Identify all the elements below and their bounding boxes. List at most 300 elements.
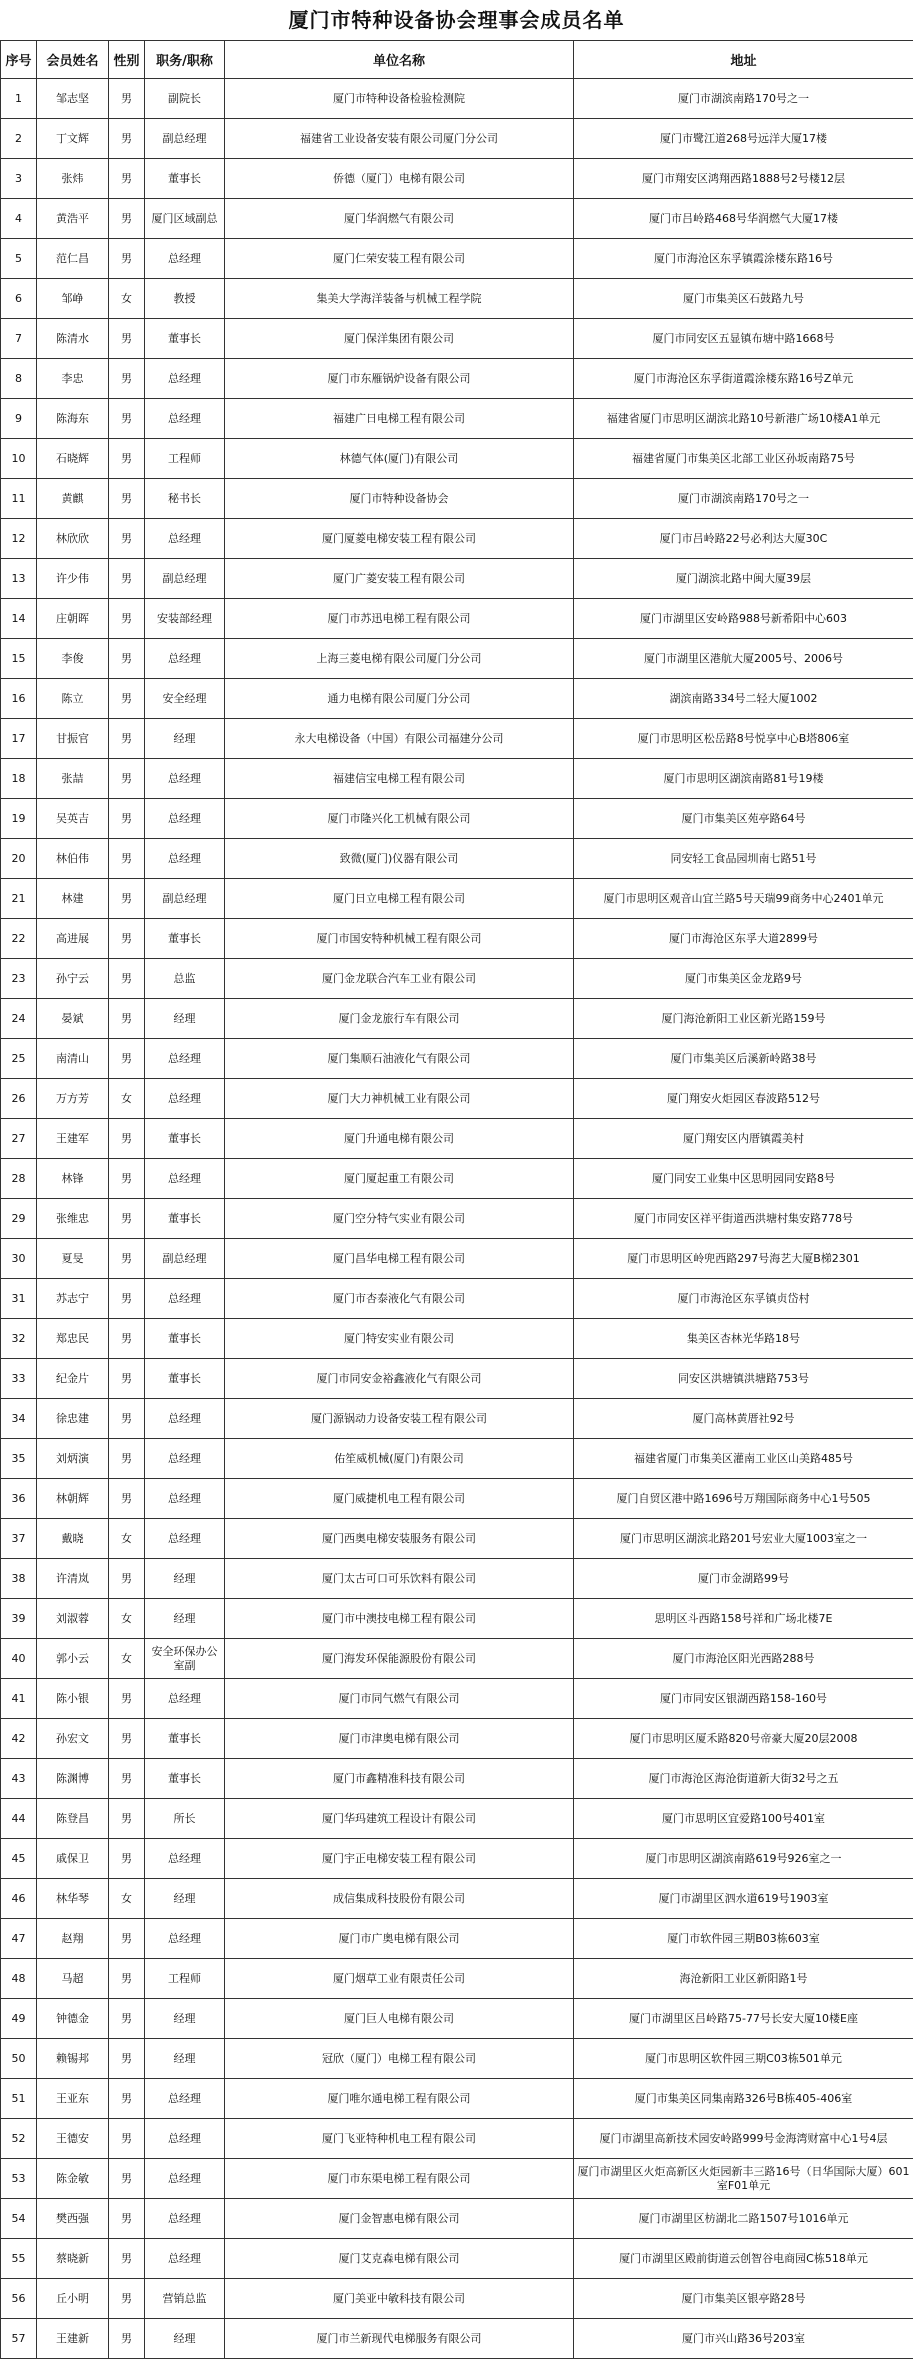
cell-gender: 男 — [109, 959, 145, 999]
cell-company: 厦门保洋集团有限公司 — [225, 319, 574, 359]
cell-seq: 53 — [1, 2159, 37, 2199]
table-row — [1, 1399, 913, 1439]
table-row — [1, 1319, 913, 1359]
cell-gender: 男 — [109, 159, 145, 199]
cell-address: 集美区杏林光华路18号 — [574, 1319, 913, 1359]
table-row — [1, 1279, 913, 1319]
table-row — [1, 2199, 913, 2239]
cell-gender: 男 — [109, 2079, 145, 2119]
cell-seq: 54 — [1, 2199, 37, 2239]
cell-gender: 男 — [109, 1919, 145, 1959]
cell-position: 总经理 — [145, 759, 225, 799]
cell-company: 厦门巨人电梯有限公司 — [225, 1999, 574, 2039]
cell-gender: 女 — [109, 1879, 145, 1919]
cell-address: 厦门市湖里区吕岭路75-77号长安大厦10楼E座 — [574, 1999, 913, 2039]
cell-name: 樊西强 — [37, 2199, 109, 2239]
header-address: 地址 — [574, 41, 913, 79]
cell-company: 厦门特安实业有限公司 — [225, 1319, 574, 1359]
cell-name: 邹志坚 — [37, 79, 109, 119]
cell-address: 厦门市吕岭路22号必利达大厦30C — [574, 519, 913, 559]
cell-position: 经理 — [145, 2319, 225, 2359]
cell-address: 厦门市同安区祥平街道西洪塘村集安路778号 — [574, 1199, 913, 1239]
cell-gender: 男 — [109, 799, 145, 839]
table-row — [1, 479, 913, 519]
cell-address: 厦门市思明区岭兜西路297号海艺大厦B梯2301 — [574, 1239, 913, 1279]
cell-position: 总经理 — [145, 639, 225, 679]
table-row — [1, 439, 913, 479]
cell-gender: 男 — [109, 1199, 145, 1239]
table-row — [1, 1959, 913, 1999]
cell-address: 厦门市软件园三期B03栋603室 — [574, 1919, 913, 1959]
cell-gender: 男 — [109, 1799, 145, 1839]
cell-name: 黄浩平 — [37, 199, 109, 239]
cell-position: 经理 — [145, 719, 225, 759]
cell-company: 厦门市兰新现代电梯服务有限公司 — [225, 2319, 574, 2359]
cell-seq: 51 — [1, 2079, 37, 2119]
cell-name: 张维忠 — [37, 1199, 109, 1239]
cell-name: 林锋 — [37, 1159, 109, 1199]
cell-company: 厦门空分特气实业有限公司 — [225, 1199, 574, 1239]
cell-name: 钟德金 — [37, 1999, 109, 2039]
cell-company: 上海三菱电梯有限公司厦门分公司 — [225, 639, 574, 679]
cell-position: 副院长 — [145, 79, 225, 119]
table-row — [1, 359, 913, 399]
cell-seq: 37 — [1, 1519, 37, 1559]
table-row — [1, 639, 913, 679]
cell-position: 副总经理 — [145, 559, 225, 599]
cell-address: 厦门市集美区苑亭路64号 — [574, 799, 913, 839]
cell-position: 董事长 — [145, 1119, 225, 1159]
cell-seq: 13 — [1, 559, 37, 599]
cell-seq: 49 — [1, 1999, 37, 2039]
cell-company: 永大电梯设备（中国）有限公司福建分公司 — [225, 719, 574, 759]
table-row — [1, 1639, 913, 1679]
cell-position: 总经理 — [145, 2159, 225, 2199]
cell-address: 厦门市海沧区海沧街道新大街32号之五 — [574, 1759, 913, 1799]
cell-name: 张炜 — [37, 159, 109, 199]
cell-company: 厦门美亚中敏科技有限公司 — [225, 2279, 574, 2319]
cell-address: 厦门市金湖路99号 — [574, 1559, 913, 1599]
cell-address: 福建省厦门市集美区灌南工业区山美路485号 — [574, 1439, 913, 1479]
cell-address: 厦门海沧新阳工业区新光路159号 — [574, 999, 913, 1039]
table-row — [1, 919, 913, 959]
cell-name: 刘淑蓉 — [37, 1599, 109, 1639]
cell-position: 董事长 — [145, 1719, 225, 1759]
cell-seq: 33 — [1, 1359, 37, 1399]
cell-gender: 男 — [109, 399, 145, 439]
header-gender: 性别 — [109, 41, 145, 79]
cell-gender: 男 — [109, 319, 145, 359]
table-row — [1, 239, 913, 279]
cell-name: 戴晓 — [37, 1519, 109, 1559]
table-row — [1, 279, 913, 319]
cell-address: 厦门市湖里区火炬高新区火炬园新丰三路16号（日华国际大厦）601室F01单元 — [574, 2159, 913, 2199]
cell-gender: 男 — [109, 1319, 145, 1359]
cell-company: 厦门集顺石油液化气有限公司 — [225, 1039, 574, 1079]
document-title: 厦门市特种设备协会理事会成员名单 — [288, 8, 625, 32]
cell-position: 经理 — [145, 1879, 225, 1919]
cell-name: 石晓辉 — [37, 439, 109, 479]
cell-gender: 男 — [109, 2239, 145, 2279]
table-row — [1, 79, 913, 119]
table-row — [1, 519, 913, 559]
cell-seq: 52 — [1, 2119, 37, 2159]
cell-company: 厦门仁荣安装工程有限公司 — [225, 239, 574, 279]
cell-address: 同安轻工食品园圳南七路51号 — [574, 839, 913, 879]
cell-name: 孙宏文 — [37, 1719, 109, 1759]
cell-name: 万方芳 — [37, 1079, 109, 1119]
table-row — [1, 2239, 913, 2279]
cell-position: 副总经理 — [145, 119, 225, 159]
cell-company: 厦门太古可口可乐饮料有限公司 — [225, 1559, 574, 1599]
header-position: 职务/职称 — [145, 41, 225, 79]
cell-company: 厦门飞亚特种机电工程有限公司 — [225, 2119, 574, 2159]
cell-company: 厦门华润燃气有限公司 — [225, 199, 574, 239]
cell-name: 王亚东 — [37, 2079, 109, 2119]
table-row — [1, 1359, 913, 1399]
table-row — [1, 679, 913, 719]
cell-gender: 男 — [109, 2159, 145, 2199]
cell-gender: 男 — [109, 639, 145, 679]
cell-position: 副总经理 — [145, 1239, 225, 1279]
cell-name: 郭小云 — [37, 1639, 109, 1679]
cell-position: 秘书长 — [145, 479, 225, 519]
cell-company: 厦门升通电梯有限公司 — [225, 1119, 574, 1159]
cell-company: 厦门市特种设备检验检测院 — [225, 79, 574, 119]
cell-company: 成信集成科技股份有限公司 — [225, 1879, 574, 1919]
cell-seq: 31 — [1, 1279, 37, 1319]
cell-seq: 16 — [1, 679, 37, 719]
table-row — [1, 1559, 913, 1599]
cell-gender: 男 — [109, 1039, 145, 1079]
cell-seq: 14 — [1, 599, 37, 639]
cell-gender: 男 — [109, 839, 145, 879]
cell-position: 总经理 — [145, 2199, 225, 2239]
cell-name: 蔡晓新 — [37, 2239, 109, 2279]
cell-company: 厦门市东雁锅炉设备有限公司 — [225, 359, 574, 399]
cell-name: 林建 — [37, 879, 109, 919]
header-company: 单位名称 — [225, 41, 574, 79]
cell-company: 厦门市津奥电梯有限公司 — [225, 1719, 574, 1759]
table-row — [1, 559, 913, 599]
table-row — [1, 2079, 913, 2119]
cell-address: 厦门市海沧区东孚大道2899号 — [574, 919, 913, 959]
cell-seq: 36 — [1, 1479, 37, 1519]
cell-seq: 30 — [1, 1239, 37, 1279]
cell-position: 总经理 — [145, 839, 225, 879]
table-row — [1, 1879, 913, 1919]
cell-position: 总经理 — [145, 2239, 225, 2279]
cell-position: 总经理 — [145, 1679, 225, 1719]
cell-address: 厦门市翔安区鸿翔西路1888号2号楼12层 — [574, 159, 913, 199]
cell-name: 晏斌 — [37, 999, 109, 1039]
cell-company: 厦门市同安金裕鑫液化气有限公司 — [225, 1359, 574, 1399]
table-row — [1, 839, 913, 879]
cell-gender: 男 — [109, 2279, 145, 2319]
cell-name: 李俊 — [37, 639, 109, 679]
cell-gender: 女 — [109, 1079, 145, 1119]
cell-address: 福建省厦门市集美区北部工业区孙坂南路75号 — [574, 439, 913, 479]
cell-name: 范仁昌 — [37, 239, 109, 279]
cell-address: 厦门市集美区同集南路326号B栋405-406室 — [574, 2079, 913, 2119]
cell-gender: 男 — [109, 1359, 145, 1399]
cell-name: 庄朝晖 — [37, 599, 109, 639]
cell-seq: 47 — [1, 1919, 37, 1959]
cell-seq: 57 — [1, 2319, 37, 2359]
cell-gender: 男 — [109, 1439, 145, 1479]
cell-position: 董事长 — [145, 1759, 225, 1799]
cell-company: 厦门厦起重工有限公司 — [225, 1159, 574, 1199]
cell-position: 总经理 — [145, 1839, 225, 1879]
cell-gender: 男 — [109, 759, 145, 799]
cell-seq: 7 — [1, 319, 37, 359]
cell-seq: 35 — [1, 1439, 37, 1479]
cell-address: 厦门市思明区湖滨南路619号926室之一 — [574, 1839, 913, 1879]
cell-gender: 男 — [109, 559, 145, 599]
cell-name: 马超 — [37, 1959, 109, 1999]
cell-company: 致微(厦门)仪器有限公司 — [225, 839, 574, 879]
table-row — [1, 1159, 913, 1199]
cell-name: 丘小明 — [37, 2279, 109, 2319]
cell-company: 厦门宇正电梯安装工程有限公司 — [225, 1839, 574, 1879]
cell-seq: 21 — [1, 879, 37, 919]
cell-name: 邹峥 — [37, 279, 109, 319]
cell-name: 赵翔 — [37, 1919, 109, 1959]
cell-seq: 34 — [1, 1399, 37, 1439]
cell-company: 福建省工业设备安装有限公司厦门分公司 — [225, 119, 574, 159]
cell-position: 董事长 — [145, 1359, 225, 1399]
cell-name: 孙宁云 — [37, 959, 109, 999]
cell-name: 陈立 — [37, 679, 109, 719]
table-row — [1, 1239, 913, 1279]
cell-address: 厦门市湖滨南路170号之一 — [574, 479, 913, 519]
cell-company: 厦门金智惠电梯有限公司 — [225, 2199, 574, 2239]
cell-company: 厦门市苏迅电梯工程有限公司 — [225, 599, 574, 639]
cell-seq: 26 — [1, 1079, 37, 1119]
cell-gender: 男 — [109, 1719, 145, 1759]
cell-company: 冠欣（厦门）电梯工程有限公司 — [225, 2039, 574, 2079]
cell-seq: 12 — [1, 519, 37, 559]
cell-seq: 4 — [1, 199, 37, 239]
cell-gender: 男 — [109, 679, 145, 719]
cell-name: 赖锡邦 — [37, 2039, 109, 2079]
cell-name: 徐忠建 — [37, 1399, 109, 1439]
cell-position: 董事长 — [145, 1199, 225, 1239]
table-row — [1, 119, 913, 159]
cell-gender: 男 — [109, 1159, 145, 1199]
cell-gender: 男 — [109, 359, 145, 399]
cell-company: 通力电梯有限公司厦门分公司 — [225, 679, 574, 719]
table-row — [1, 879, 913, 919]
cell-address: 厦门自贸区港中路1696号万翔国际商务中心1号505 — [574, 1479, 913, 1519]
cell-company: 厦门市鑫精准科技有限公司 — [225, 1759, 574, 1799]
cell-gender: 男 — [109, 199, 145, 239]
cell-seq: 1 — [1, 79, 37, 119]
cell-address: 厦门市海沧区东孚镇霞涂楼东路16号 — [574, 239, 913, 279]
table-row — [1, 1919, 913, 1959]
cell-company: 厦门市杏泰液化气有限公司 — [225, 1279, 574, 1319]
cell-position: 工程师 — [145, 439, 225, 479]
cell-gender: 女 — [109, 1639, 145, 1679]
cell-position: 总经理 — [145, 1479, 225, 1519]
cell-seq: 40 — [1, 1639, 37, 1679]
cell-address: 厦门市海沧区东孚镇贞岱村 — [574, 1279, 913, 1319]
cell-seq: 39 — [1, 1599, 37, 1639]
cell-address: 厦门市湖里区枋湖北二路1507号1016单元 — [574, 2199, 913, 2239]
cell-address: 厦门市同安区五显镇布塘中路1668号 — [574, 319, 913, 359]
cell-company: 厦门海发环保能源股份有限公司 — [225, 1639, 574, 1679]
cell-address: 厦门市思明区软件园三期C03栋501单元 — [574, 2039, 913, 2079]
cell-company: 厦门艾克森电梯有限公司 — [225, 2239, 574, 2279]
cell-gender: 男 — [109, 1759, 145, 1799]
table-row — [1, 2279, 913, 2319]
cell-address: 厦门市吕岭路468号华润燃气大厦17楼 — [574, 199, 913, 239]
cell-gender: 男 — [109, 1279, 145, 1319]
cell-company: 厦门市东渠电梯工程有限公司 — [225, 2159, 574, 2199]
cell-company: 厦门金龙旅行车有限公司 — [225, 999, 574, 1039]
cell-seq: 11 — [1, 479, 37, 519]
cell-address: 厦门市集美区银亭路28号 — [574, 2279, 913, 2319]
cell-address: 厦门市集美区后溪新岭路38号 — [574, 1039, 913, 1079]
cell-name: 吴英吉 — [37, 799, 109, 839]
cell-address: 厦门市湖滨南路170号之一 — [574, 79, 913, 119]
cell-gender: 男 — [109, 239, 145, 279]
table-row — [1, 319, 913, 359]
cell-address: 厦门同安工业集中区思明园同安路8号 — [574, 1159, 913, 1199]
cell-seq: 45 — [1, 1839, 37, 1879]
cell-name: 纪金片 — [37, 1359, 109, 1399]
cell-address: 厦门翔安火炬园区春波路512号 — [574, 1079, 913, 1119]
cell-seq: 50 — [1, 2039, 37, 2079]
cell-name: 张喆 — [37, 759, 109, 799]
cell-gender: 男 — [109, 1399, 145, 1439]
table-row — [1, 1039, 913, 1079]
cell-seq: 56 — [1, 2279, 37, 2319]
cell-gender: 男 — [109, 1679, 145, 1719]
table-row — [1, 199, 913, 239]
cell-position: 总经理 — [145, 1279, 225, 1319]
header-seq: 序号 — [1, 41, 37, 79]
cell-gender: 男 — [109, 919, 145, 959]
cell-company: 佑笙威机械(厦门)有限公司 — [225, 1439, 574, 1479]
cell-name: 陈渊博 — [37, 1759, 109, 1799]
cell-gender: 男 — [109, 2319, 145, 2359]
cell-name: 王建新 — [37, 2319, 109, 2359]
cell-name: 苏志宁 — [37, 1279, 109, 1319]
cell-name: 刘炳演 — [37, 1439, 109, 1479]
cell-name: 陈清水 — [37, 319, 109, 359]
cell-name: 甘振官 — [37, 719, 109, 759]
table-row — [1, 2159, 913, 2199]
table-row — [1, 159, 913, 199]
table-row — [1, 759, 913, 799]
cell-name: 南清山 — [37, 1039, 109, 1079]
cell-company: 厦门烟草工业有限责任公司 — [225, 1959, 574, 1999]
cell-address: 厦门市湖里区安岭路988号新希阳中心603 — [574, 599, 913, 639]
table-row — [1, 2319, 913, 2359]
cell-seq: 23 — [1, 959, 37, 999]
cell-address: 思明区斗西路158号祥和广场北楼7E — [574, 1599, 913, 1639]
cell-name: 黄麒 — [37, 479, 109, 519]
cell-seq: 24 — [1, 999, 37, 1039]
cell-position: 董事长 — [145, 159, 225, 199]
table-row — [1, 1519, 913, 1559]
cell-gender: 男 — [109, 1119, 145, 1159]
cell-position: 总经理 — [145, 519, 225, 559]
cell-address: 厦门市集美区石鼓路九号 — [574, 279, 913, 319]
cell-address: 湖滨南路334号二轻大厦1002 — [574, 679, 913, 719]
cell-company: 厦门大力神机械工业有限公司 — [225, 1079, 574, 1119]
cell-address: 厦门市思明区湖滨北路201号宏业大厦1003室之一 — [574, 1519, 913, 1559]
table-row — [1, 1079, 913, 1119]
cell-name: 郑忠民 — [37, 1319, 109, 1359]
table-row — [1, 1839, 913, 1879]
cell-company: 厦门源锅动力设备安装工程有限公司 — [225, 1399, 574, 1439]
cell-seq: 28 — [1, 1159, 37, 1199]
cell-position: 工程师 — [145, 1959, 225, 1999]
cell-address: 厦门市思明区厦禾路820号帝豪大厦20层2008 — [574, 1719, 913, 1759]
cell-address: 厦门市思明区松岳路8号悦享中心B塔806室 — [574, 719, 913, 759]
cell-gender: 男 — [109, 879, 145, 919]
cell-company: 厦门市特种设备协会 — [225, 479, 574, 519]
cell-company: 厦门市广奥电梯有限公司 — [225, 1919, 574, 1959]
cell-address: 厦门市湖里高新技术园安岭路999号金海湾财富中心1号4层 — [574, 2119, 913, 2159]
cell-company: 厦门威捷机电工程有限公司 — [225, 1479, 574, 1519]
cell-name: 丁文辉 — [37, 119, 109, 159]
cell-position: 营销总监 — [145, 2279, 225, 2319]
cell-seq: 18 — [1, 759, 37, 799]
cell-position: 经理 — [145, 1559, 225, 1599]
cell-company: 厦门市国安特种机械工程有限公司 — [225, 919, 574, 959]
cell-gender: 男 — [109, 2119, 145, 2159]
cell-gender: 男 — [109, 119, 145, 159]
cell-gender: 男 — [109, 1479, 145, 1519]
table-header — [1, 41, 913, 79]
table-row — [1, 1119, 913, 1159]
cell-company: 厦门市同气燃气有限公司 — [225, 1679, 574, 1719]
cell-seq: 10 — [1, 439, 37, 479]
cell-address: 厦门市湖里区殿前街道云创智谷电商园C栋518单元 — [574, 2239, 913, 2279]
cell-gender: 男 — [109, 519, 145, 559]
cell-seq: 32 — [1, 1319, 37, 1359]
cell-gender: 女 — [109, 1519, 145, 1559]
cell-address: 厦门市湖里区泗水道619号1903室 — [574, 1879, 913, 1919]
cell-position: 总经理 — [145, 2079, 225, 2119]
cell-company: 厦门广菱安装工程有限公司 — [225, 559, 574, 599]
cell-position: 安装部经理 — [145, 599, 225, 639]
cell-position: 厦门区域副总 — [145, 199, 225, 239]
cell-position: 总监 — [145, 959, 225, 999]
cell-address: 厦门市鹭江道268号远洋大厦17楼 — [574, 119, 913, 159]
cell-position: 安全环保办公室副 — [145, 1639, 225, 1679]
table-row — [1, 1199, 913, 1239]
cell-company: 厦门日立电梯工程有限公司 — [225, 879, 574, 919]
table-row — [1, 1759, 913, 1799]
cell-address: 厦门市湖里区港航大厦2005号、2006号 — [574, 639, 913, 679]
cell-position: 董事长 — [145, 1319, 225, 1359]
cell-seq: 25 — [1, 1039, 37, 1079]
cell-position: 经理 — [145, 999, 225, 1039]
cell-address: 厦门湖滨北路中闽大厦39层 — [574, 559, 913, 599]
table-row — [1, 999, 913, 1039]
table-row — [1, 1999, 913, 2039]
cell-gender: 男 — [109, 1839, 145, 1879]
cell-company: 福建广日电梯工程有限公司 — [225, 399, 574, 439]
cell-address: 厦门高林黄厝社92号 — [574, 1399, 913, 1439]
cell-address: 海沧新阳工业区新阳路1号 — [574, 1959, 913, 1999]
table-row — [1, 1439, 913, 1479]
cell-gender: 男 — [109, 2199, 145, 2239]
